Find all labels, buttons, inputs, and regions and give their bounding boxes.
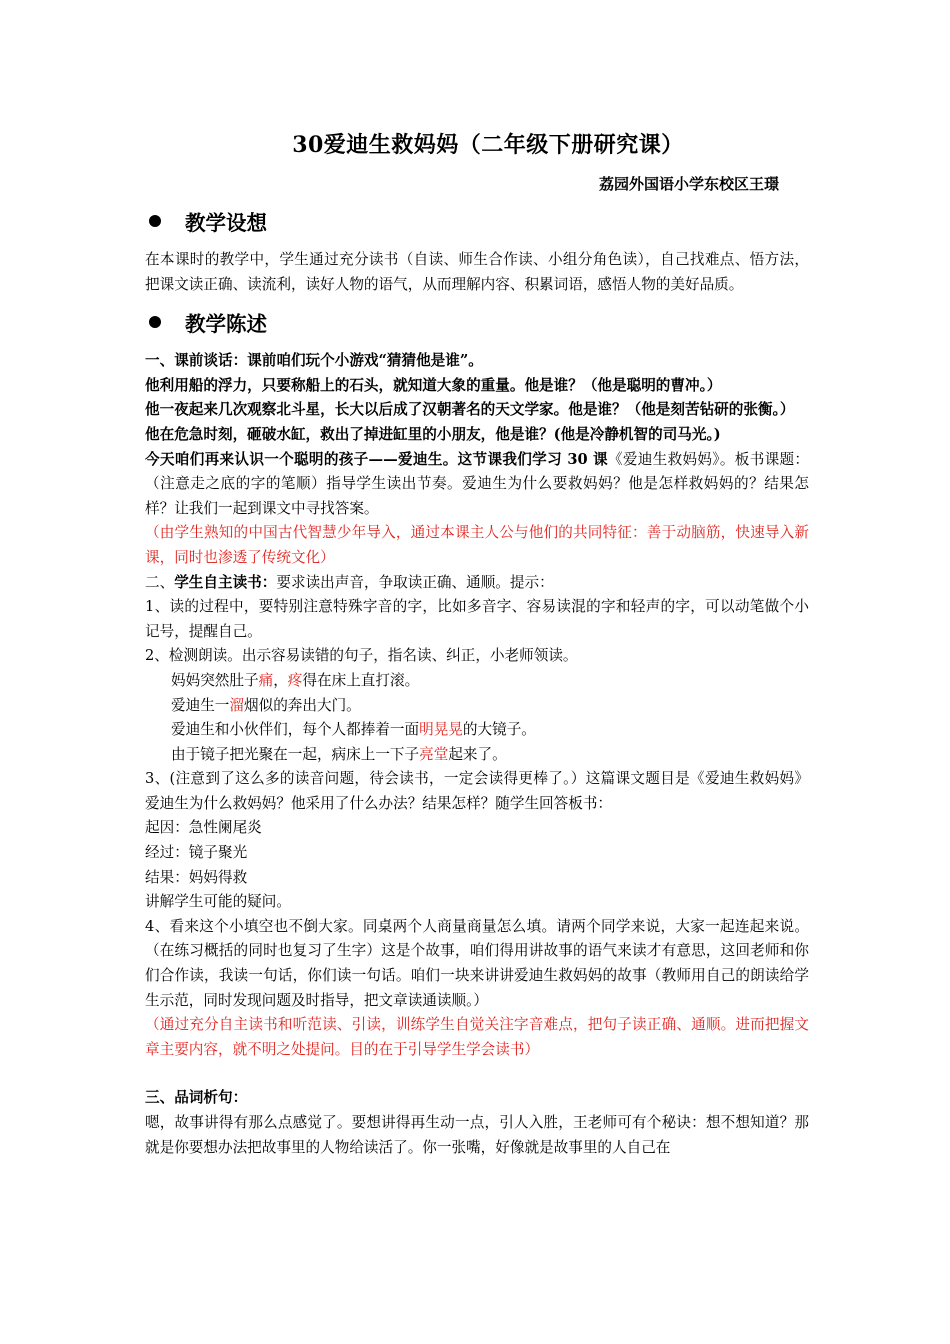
board-note-process: 经过：镜子聚光 [145,844,248,862]
intro-rest-text: 《爱迪生救妈妈》。板书课题：（注意走之底的字的笔顺）指导学生读出节奏。爱迪生为什么要救妈妈？他是怎样救妈妈的？结果怎样？让我们一起到课文中寻找答案。 [145,450,809,517]
highlighted-word: 亮堂 [419,745,449,763]
highlighted-word: 疼 [287,671,303,689]
sentence-2 [145,694,809,719]
sentence-1 [145,669,809,694]
intro-paragraph [145,448,809,522]
section-heading-label: 教学陈述 [185,312,267,337]
sentence-text: 妈妈突然肚子 [171,671,259,689]
sentence-text: 的大镜子。 [462,721,536,739]
document-title: 30爱迪生救妈妈（二年级下册研究课） [292,132,684,158]
list-item-3: 3、(注意到了这么多的读音问题，待会读书，一定会读得更棒了。）这篇课文题目是《爱迪生救妈妈》爱迪生为什么救妈妈？他采用了什么办法？结果怎样？随学生回答板书： [145,770,809,812]
sentence-text: 得在床上直打滚。 [302,671,420,689]
spacer [145,1062,809,1086]
part3-title: 三、品词析句： [145,1089,248,1107]
design-note-1: （由学生熟知的中国古代智慧少年导入，通过本课主人公与他们的共同特征：善于动脑筋，快速导入新课，同时也渗透了传统文化） [145,524,809,566]
sentence-text: 由于镜子把光聚在一起，病床上一下子 [171,745,420,763]
part2-prefix: 二、 [145,573,175,591]
board-note-cause: 起因：急性阑尾炎 [145,819,262,837]
section-heading-teaching-statement [145,307,809,337]
bullet-icon [149,215,161,227]
list-item-2: 2、检测朗读。出示容易读错的句子，指名读、纠正，小老师领读。 [145,647,578,665]
riddle-1: 他利用船的浮力，只要称船上的石头，就知道大象的重量。他是谁？（他是聪明的曹冲。） [145,376,722,394]
sentence-text: 爱迪生一 [171,696,230,714]
bullet-icon [149,316,161,328]
sentence-4 [145,743,809,768]
design-note-2: （通过充分自主读书和听范读、引读，训练学生自觉关注字音难点，把句子读正确、通顺。进而把握文章主要内容，就不明之处提问。目的在于引导学生学会读书） [145,1016,809,1058]
riddle-2: 他一夜起来几次观察北斗星，长大以后成了汉朝著名的天文学家。他是谁？（他是刻苦钻研的张衡。） [145,401,795,419]
author-line: 荔园外国语小学东校区王璟 [598,175,779,193]
teaching-idea-paragraph: 在本课时的教学中，学生通过充分读书（自读、师生合作读、小组分角色读），自己找难点、悟方法，把课文读正确、读流利，读好人物的语气，从而理解内容、积累词语，感悟人物的美好品质。 [145,251,809,293]
part1-title: 一、课前谈话：课前咱们玩个小游戏“猜猜他是谁”。 [145,352,483,370]
explain-line: 讲解学生可能的疑问。 [145,893,291,911]
part2-title [145,571,809,596]
sentence-text: 烟似的奔出大门。 [244,696,361,714]
section-heading-label: 教学设想 [185,211,267,235]
sentence-text: ， [273,671,288,689]
part2-bold: 学生自主读书： [174,573,277,591]
highlighted-word: 痛 [258,671,274,689]
board-note-result: 结果：妈妈得救 [145,868,248,886]
highlighted-word: 溜 [229,696,244,714]
part2-rest: 要求读出声音，争取读正确、通顺。提示： [276,573,554,591]
riddle-3: 他在危急时刻，砸破水缸，救出了掉进缸里的小朋友，他是谁？(他是冷静机智的司马光。) [145,425,721,443]
document-page [145,128,809,1160]
intro-bold-text: 今天咱们再来认识一个聪明的孩子——爱迪生。这节课我们学习 30 课 [145,450,608,468]
list-item-4: 4、看来这个小填空也不倒大家。同桌两个人商量商量怎么填。请两个同学来说，大家一起连起来说。（在练习概括的同时也复习了生字）这是个故事，咱们得用讲故事的语气来读才有意思，这回老师和你们合作读，我读一句话，你们读一句话。咱们一块来讲讲爱迪生救妈妈的故事（教师用自己的朗读给学生示范，同时发现问题及时指导，把文章读通读顺。） [145,917,809,1009]
highlighted-word: 明晃晃 [419,721,463,739]
sentence-3 [145,718,809,743]
list-item-1: 1、读的过程中，要特别注意特殊字音的字，比如多音字、容易读混的字和轻声的字，可以动笔做个小记号，提醒自己。 [145,598,809,640]
sentence-text: 起来了。 [448,745,507,763]
part3-paragraph: 嗯，故事讲得有那么点感觉了。要想讲得再生动一点，引人入胜，王老师可有个秘诀：想不想知道？那就是你要想办法把故事里的人物给读活了。你一张嘴，好像就是故事里的人自己在 [145,1114,809,1156]
sentence-text: 爱迪生和小伙伴们，每个人都捧着一面 [171,721,420,739]
section-heading-teaching-idea [145,206,809,236]
